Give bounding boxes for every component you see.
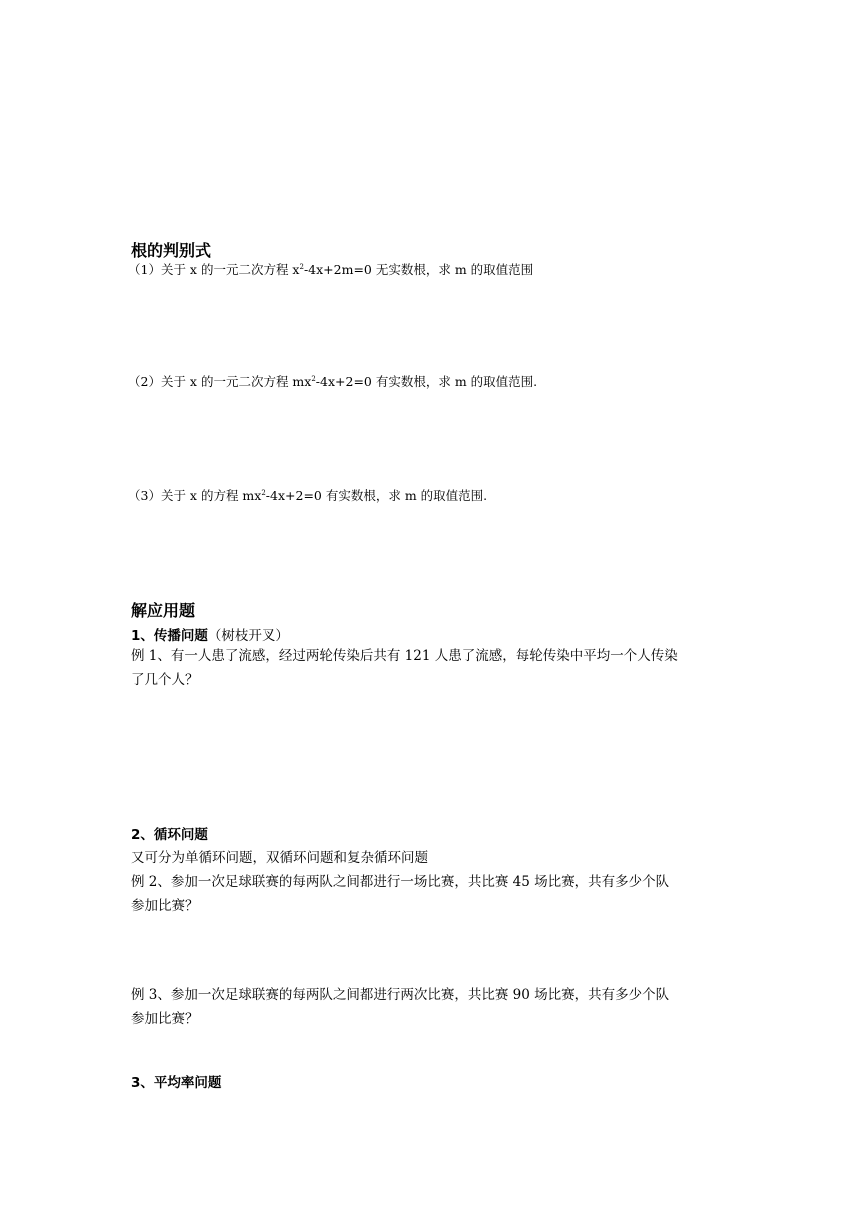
subsection-2-intro: 又可分为单循环问题，双循环问题和复杂循环问题 <box>131 850 428 866</box>
subsection-2-title: 2、循环问题 <box>131 827 208 843</box>
example-1-line-1: 例 1、有一人患了流感，经过两轮传染后共有 121 人患了流感，每轮传染中平均一个人传染 <box>131 648 678 664</box>
question-2-text-after: -4x+2=0 有实数根，求 m 的取值范围. <box>315 374 538 389</box>
question-2-exponent: 2 <box>311 375 316 383</box>
example-3-line-1: 例 3、参加一次足球联赛的每两队之间都进行两次比赛，共比赛 90 场比赛，共有多少个队 <box>131 987 670 1003</box>
question-3-exponent: 2 <box>261 489 266 497</box>
example-2-line-2: 参加比赛？ <box>131 898 199 914</box>
question-2-text-before: （2）关于 x 的一元二次方程 mx <box>128 374 312 389</box>
question-3 <box>128 490 487 503</box>
example-2-line-1: 例 2、参加一次足球联赛的每两队之间都进行一场比赛，共比赛 45 场比赛，共有多少个队 <box>131 874 670 890</box>
question-3-text-before: （3）关于 x 的方程 mx <box>128 488 262 503</box>
subsection-1-heading <box>131 627 289 644</box>
question-1 <box>128 264 533 277</box>
subsection-3-title: 3、平均率问题 <box>131 1075 222 1091</box>
subsection-1-note: （树枝开叉） <box>207 628 289 644</box>
question-1-text-after: -4x+2m=0 无实数根，求 m 的取值范围 <box>303 262 534 277</box>
example-1-line-2: 了几个人？ <box>131 672 199 688</box>
subsection-1-title: 1、传播问题 <box>131 628 208 644</box>
question-1-text-before: （1）关于 x 的一元二次方程 x <box>128 262 300 277</box>
example-3-line-2: 参加比赛？ <box>131 1011 199 1027</box>
question-2 <box>128 376 537 389</box>
section-heading-applications: 解应用题 <box>131 601 196 620</box>
question-1-exponent: 2 <box>299 263 304 271</box>
section-heading-discriminant: 根的判别式 <box>131 241 212 260</box>
question-3-text-after: -4x+2=0 有实数根，求 m 的取值范围. <box>265 488 488 503</box>
